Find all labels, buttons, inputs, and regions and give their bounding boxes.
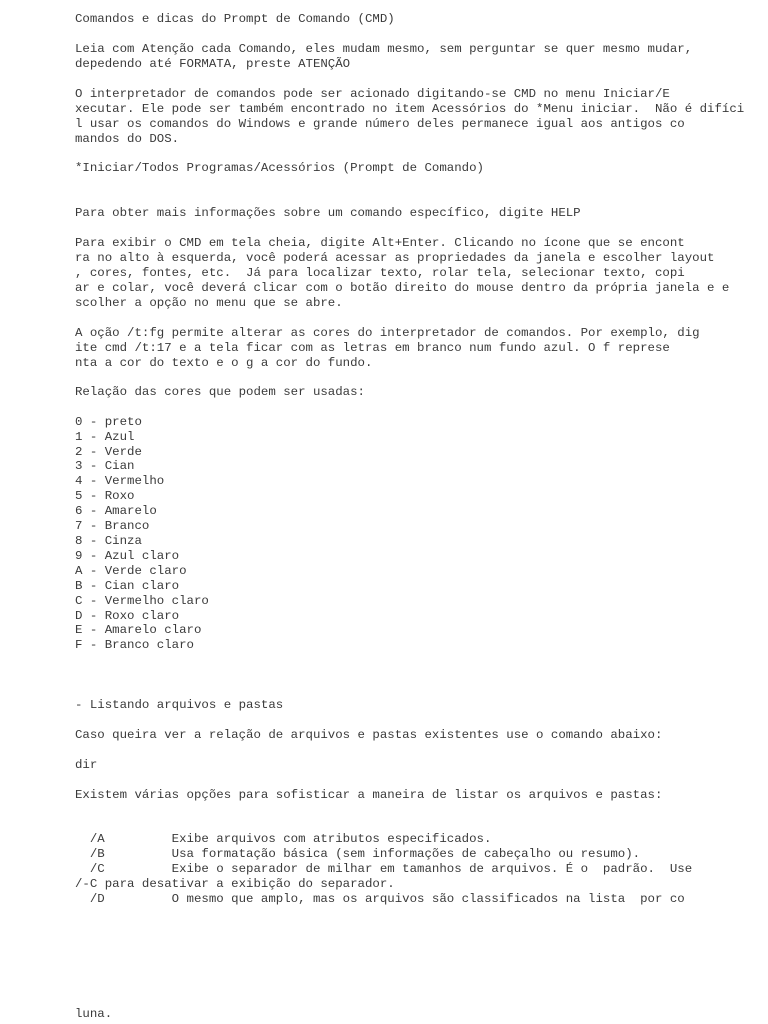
color-option-line-1: A oção /t:fg permite alterar as cores do interpretador de comandos. Por exemplo, dig [75,326,700,340]
intro-line-4: mandos do DOS. [75,132,180,146]
color-item: 1 - Azul [75,430,135,444]
option-line: /C Exibe o separador de milhar em tamanhos de arquivos. É o padrão. Use [75,862,693,876]
color-option-line-2: ite cmd /t:17 e a tela ficar com as letras em branco num fundo azul. O f represe [75,341,670,355]
colors-heading: Relação das cores que podem ser usadas: [75,385,365,399]
dir-command: dir [75,758,98,772]
help-line: Para obter mais informações sobre um comando específico, digite HELP [75,206,581,220]
color-item: 7 - Branco [75,519,150,533]
warning-line-1: Leia com Atenção cada Comando, eles mudam mesmo, sem perguntar se quer mesmo mudar, [75,42,693,56]
intro-line-1: O interpretador de comandos pode ser acionado digitando-se CMD no menu Iniciar/E [75,87,670,101]
options-intro: Existem várias opções para sofisticar a maneira de listar os arquivos e pastas: [75,788,663,802]
color-item: 4 - Vermelho [75,474,165,488]
color-item: 6 - Amarelo [75,504,157,518]
color-item: 0 - preto [75,415,142,429]
fullscreen-line-5: scolher a opção no menu que se abre. [75,296,343,310]
color-item: 9 - Azul claro [75,549,180,563]
option-line: /A Exibe arquivos com atributos especificados. [75,832,492,846]
continuation-line: luna. [75,1007,113,1021]
fullscreen-line-4: ar e colar, você deverá clicar com o botão direito do mouse dentro da própria janela e e [75,281,730,295]
option-line: /D O mesmo que amplo, mas os arquivos são classificados na lista por co [75,892,685,906]
document-title: Comandos e dicas do Prompt de Comando (CMD) [75,12,395,26]
fullscreen-line-2: ra no alto à esquerda, você poderá acessar as propriedades da janela e escolher layout [75,251,715,265]
option-line: /-C para desativar a exibição do separador. [75,877,395,891]
menu-path: *Iniciar/Todos Programas/Acessórios (Prompt de Comando) [75,161,484,175]
color-item: D - Roxo claro [75,609,180,623]
color-item: 8 - Cinza [75,534,142,548]
color-item: 2 - Verde [75,445,142,459]
color-item: 5 - Roxo [75,489,135,503]
color-item: F - Branco claro [75,638,194,652]
color-item: C - Vermelho claro [75,594,209,608]
color-option-line-3: nta a cor do texto e o g a cor do fundo. [75,356,373,370]
fullscreen-line-3: , cores, fontes, etc. Já para localizar texto, rolar tela, selecionar texto, copi [75,266,685,280]
fullscreen-line-1: Para exibir o CMD em tela cheia, digite Alt+Enter. Clicando no ícone que se encont [75,236,685,250]
warning-line-2: depedendo até FORMATA, preste ATENÇÃO [75,57,351,71]
listing-intro: Caso queira ver a relação de arquivos e pastas existentes use o comando abaixo: [75,728,663,742]
intro-line-3: l usar os comandos do Windows e grande número deles permanece igual aos antigos co [75,117,685,131]
listing-heading: - Listando arquivos e pastas [75,698,284,712]
option-line: /B Usa formatação básica (sem informações de cabeçalho ou resumo). [75,847,641,861]
color-item: A - Verde claro [75,564,187,578]
color-item: B - Cian claro [75,579,180,593]
color-item: 3 - Cian [75,459,135,473]
intro-line-2: xecutar. Ele pode ser também encontrado no item Acessórios do *Menu iniciar. Não é difíci [75,102,745,116]
color-item: E - Amarelo claro [75,623,202,637]
